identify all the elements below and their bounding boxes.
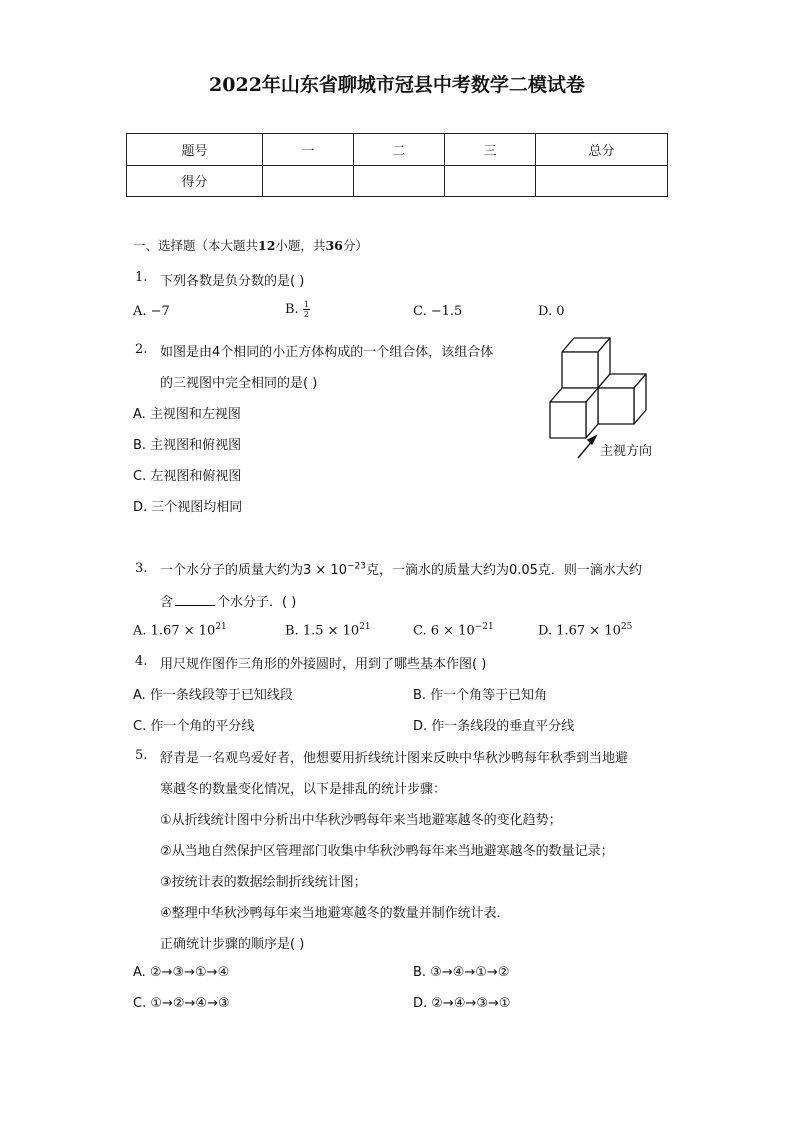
section-count: 12 (258, 238, 276, 253)
table-cell: 二 (354, 134, 445, 166)
question-number: 2. (135, 342, 148, 357)
section-prefix: 一、选择题（本大题共 (133, 238, 259, 253)
option-a: A. ②→③→①→④ (133, 965, 230, 980)
question-number: 5. (135, 748, 148, 763)
page-title: 2022年山东省聊城市冠县中考数学二模试卷 (209, 74, 585, 96)
table-cell: 三 (445, 134, 536, 166)
table-cell (536, 165, 668, 197)
table-cell (445, 165, 536, 197)
cube-front-face (598, 388, 634, 424)
exponent: −21 (474, 622, 494, 632)
table-cell: 得分 (127, 165, 263, 197)
option-b (285, 622, 371, 638)
table-cell: 总分 (536, 134, 668, 166)
table-cell (263, 165, 354, 197)
option-b (285, 300, 310, 319)
option-c: C. 左视图和俯视图 (133, 469, 242, 484)
stem-part: 克，一滴水的质量大约为0.05克．则一滴水大约 (365, 563, 642, 578)
exponent: −23 (346, 561, 366, 572)
step-item: ③按统计表的数据绘制折线统计图； (160, 875, 367, 890)
question-number: 3. (135, 561, 148, 576)
answer-blank (175, 604, 215, 606)
section-suffix: 分） (342, 238, 368, 253)
exponent: 21 (215, 622, 227, 632)
option-base: D. 1.67 × 10 (538, 623, 621, 639)
option-a: A. −7 (133, 304, 170, 319)
exponent: 25 (620, 622, 633, 632)
question-number: 1. (135, 270, 148, 285)
question-stem: 寒越冬的数量变化情况，以下是排乱的统计步骤： (160, 782, 447, 797)
stem-part: 一个水分子的质量大约为3 × 10 (160, 563, 347, 578)
fraction-denominator: 2 (303, 310, 309, 319)
option-d: D. 三个视图均相同 (133, 500, 243, 515)
section-points: 36 (325, 238, 343, 253)
option-a: A. 作一条线段等于已知线段 (133, 688, 293, 703)
arrow-icon (588, 436, 596, 444)
table-row (127, 165, 668, 197)
option-b: B. ③→④→①→② (413, 965, 510, 980)
option-b-label: B. (285, 302, 299, 317)
step-item: ④整理中华秋沙鸭每年来当地避寒越冬的数量并制作统计表． (160, 906, 510, 921)
option-c (413, 622, 494, 638)
question-stem: 的三视图中完全相同的是( ) (160, 376, 318, 391)
option-d (538, 622, 632, 638)
option-base: A. 1.67 × 10 (133, 623, 216, 639)
option-base: B. 1.5 × 10 (285, 623, 360, 639)
option-c: C. −1.5 (413, 304, 463, 319)
table-row (127, 134, 668, 166)
question-stem: 舒青是一名观鸟爱好者，他想要用折线统计图来反映中华秋沙鸭每年秋季到当地避 (160, 751, 629, 766)
option-d: D. 0 (538, 304, 565, 319)
option-d: D. 作一条线段的垂直平分线 (413, 719, 575, 734)
option-c: C. ①→②→④→③ (133, 996, 230, 1011)
exponent: 21 (359, 622, 371, 632)
option-a: A. 主视图和左视图 (133, 407, 241, 422)
section-middle: 小题，共 (275, 238, 326, 253)
option-d: D. ②→④→③→① (413, 996, 511, 1011)
option-b: B. 作一个角等于已知角 (413, 688, 548, 703)
option-base: C. 6 × 10 (413, 623, 475, 639)
figure-label: 主视方向 (600, 444, 653, 459)
score-table (126, 133, 668, 197)
fraction (303, 300, 310, 319)
cube-front-face (562, 352, 598, 388)
step-item: ②从当地自然保护区管理部门收集中华秋沙鸭每年来当地避寒越冬的数量记录； (160, 844, 614, 859)
step-item: ①从折线统计图中分析出中华秋沙鸭每年来当地避寒越冬的变化趋势； (160, 813, 562, 828)
table-cell: 题号 (127, 134, 263, 166)
stem-part: 个水分子．( ) (217, 595, 297, 610)
cube-front-face (550, 402, 586, 438)
question-stem: 下列各数是负分数的是( ) (160, 274, 305, 289)
table-cell: 一 (263, 134, 354, 166)
section-header (133, 236, 368, 254)
question-stem (160, 559, 642, 578)
table-cell (354, 165, 445, 197)
question-number: 4. (135, 654, 148, 669)
question-stem: 如图是由4个相同的小正方体构成的一个组合体，该组合体 (160, 345, 494, 360)
option-c: C. 作一个角的平分线 (133, 719, 255, 734)
question-stem (160, 591, 296, 610)
option-b: B. 主视图和俯视图 (133, 438, 242, 453)
question-stem: 正确统计步骤的顺序是( ) (160, 937, 305, 952)
stem-part: 含 (160, 595, 174, 610)
fraction-numerator: 1 (303, 300, 309, 309)
option-a (133, 622, 227, 638)
question-stem: 用尺规作图作三角形的外接圆时，用到了哪些基本作图( ) (160, 657, 487, 672)
